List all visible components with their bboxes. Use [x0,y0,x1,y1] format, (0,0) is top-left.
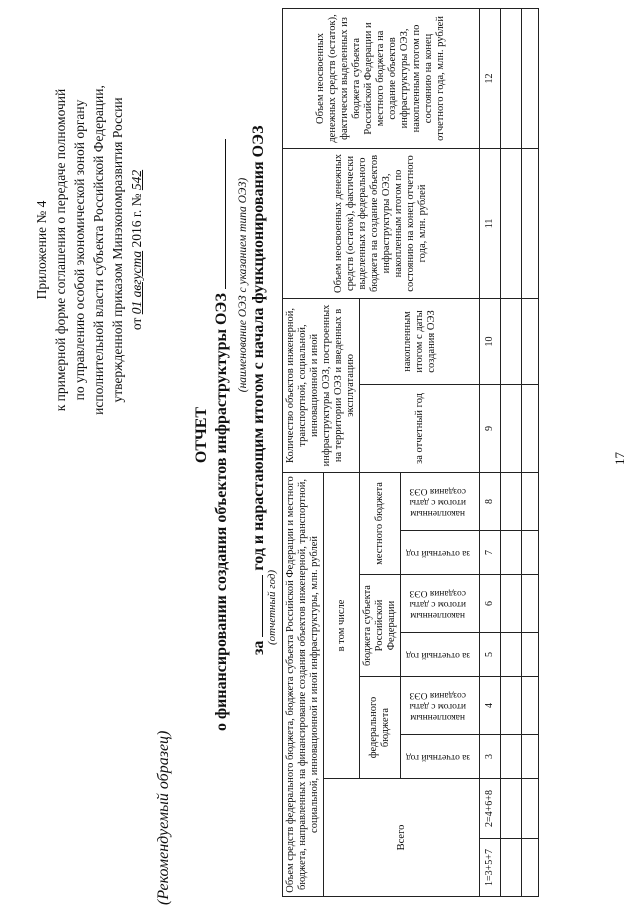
oez-hint: (наименование ОЭЗ с указанием типа ОЭЗ) [237,177,249,393]
subheader-local-year: за отчетный год [401,531,480,575]
period-hint: (отчетный год) [266,569,278,645]
appendix-title: Приложение № 4 [34,200,49,300]
header-subject: бюджета субъекта Российской Федерации [360,575,401,677]
col-number: 2=4+6+8 [480,779,501,839]
header-count: Количество объектов инженерной, транспортной, социальной, инновационной и иной инфраструктуры ОЭЗ, построенных на территории ОЭЗ и введенных в эксплуатацию [283,298,360,472]
year-blank [262,575,263,637]
col-number: 11 [480,148,501,298]
col-number: 1=3+5+7 [480,839,501,897]
col-number: 3 [480,735,501,779]
col-number: 4 [480,677,501,735]
header-count-cumulative: накопленным итогом с даты создания ОЭЗ [360,298,480,384]
recommended-sample: (Рекомендуемый образец) [155,730,172,905]
handwritten-date: 01 августа [129,250,144,315]
header-remainder-regional: Объем неосвоенных денежных средств (остаток), фактически выделенных из бюджета субъекта Российской Федерации и местного бюджета на создание объектов инфраструктуры ОЭЗ, накопленным итогом по состоянию на конец отчетного года, млн. рублей [283,8,480,148]
header-local: местного бюджета [360,472,401,574]
report-title: ОТЧЕТ [193,406,210,464]
col-number: 5 [480,633,501,677]
appendix-line: к примерной форме соглашения о передаче полномочий [53,88,68,412]
oez-name-blank [225,139,226,289]
subheader-federal-year: за отчетный год [401,735,480,779]
header-total: Всего [324,779,480,897]
appendix-header [32,25,146,475]
subheader-subject-year: за отчетный год [401,633,480,677]
col-number: 9 [480,384,501,472]
handwritten-number: 542 [129,169,144,191]
data-row-empty [522,8,539,896]
report-subtitle: о финансировании создания объектов инфраструктуры ОЭЗ [212,55,232,815]
header-including: в том числе [324,472,360,778]
column-numbers-row [480,8,501,896]
header-federal: федерального бюджета [360,677,401,779]
appendix-date-line [127,25,146,475]
subheader-subject-cumulative: накопленным итогом с даты создания ОЭЗ [401,575,480,633]
report-table [282,8,539,897]
header-volume: Объем средств федерального бюджета, бюджета субъекта Российской Федерации и местного бюджета, направленных на финансирование создания объектов инженерной, транспортной, социальной, инновационной и иной инфраструктуры, млн. рублей [283,472,324,896]
appendix-line: утвержденной приказом Минэкономразвития России [110,97,125,403]
col-number: 12 [480,8,501,148]
col-number: 10 [480,298,501,384]
subheader-local-cumulative: накопленным итогом с даты создания ОЭЗ [401,472,480,530]
report-period-line: за год и нарастающим итогом с начала функционирования ОЭЗ [250,125,267,655]
col-number: 6 [480,575,501,633]
header-remainder-federal: Объем неосвоенных денежных средств (остаток), фактически выделенных из федерального бюджета на создание объектов инфраструктуры ОЭЗ, накопленным итогом по состоянию на конец отчетного года, млн. рублей [283,148,480,298]
col-number: 8 [480,472,501,530]
col-number: 7 [480,531,501,575]
date-suffix: 2016 г. № [129,193,144,248]
appendix-line: по управлению особой экономической зоной органу [72,99,87,401]
header-count-year: за отчетный год [360,384,480,472]
subheader-federal-cumulative: накопленным итогом с даты создания ОЭЗ [401,677,480,735]
appendix-line: исполнительной власти субъекта Российской Федерации, [91,85,106,415]
report-title-block [192,55,253,815]
data-row-empty [501,8,522,896]
page-number: 17 [612,452,627,465]
date-prefix: от [129,317,144,331]
